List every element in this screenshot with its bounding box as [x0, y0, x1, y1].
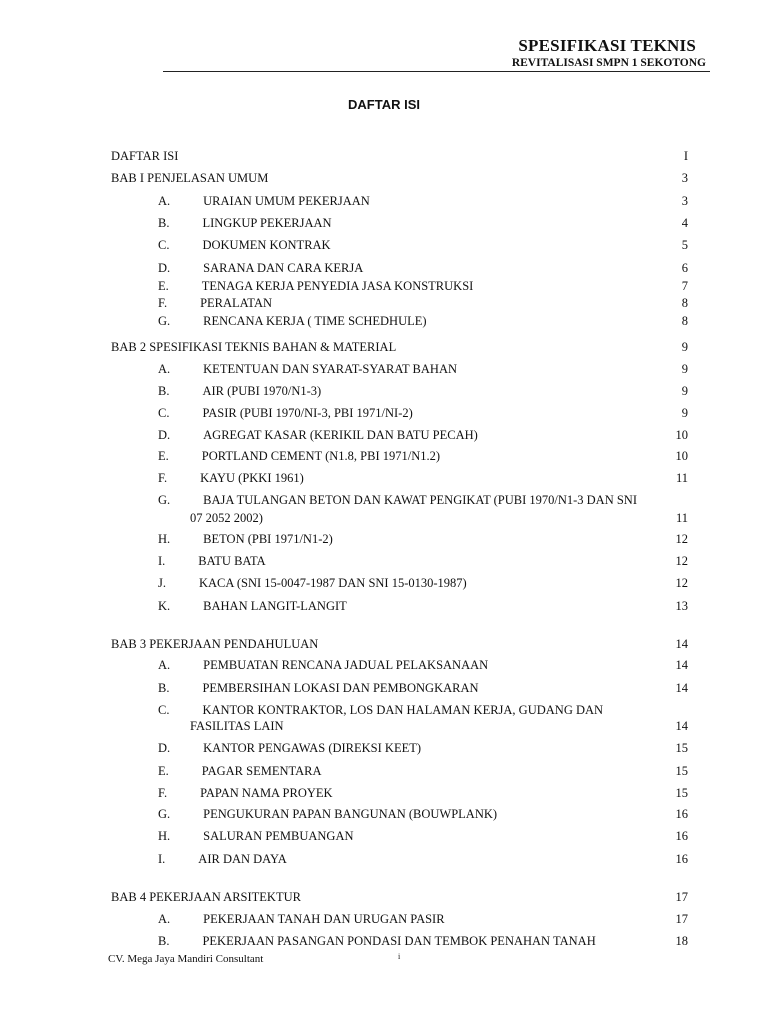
toc-entry-text: PEKERJAAN PASANGAN PONDASI DAN TEMBOK PENAHAN TANAH [202, 934, 596, 948]
toc-entry-label: H. [158, 829, 171, 843]
toc-entry[interactable] [158, 278, 688, 294]
toc-entry[interactable] [158, 448, 688, 464]
toc-entry-label: E. [158, 449, 169, 463]
toc-entry-page: 12 [675, 576, 688, 590]
toc-entry[interactable] [158, 193, 688, 209]
toc-entry-label: E. [158, 279, 169, 293]
toc-entry-text: AGREGAT KASAR (KERIKIL DAN BATU PECAH) [203, 428, 478, 442]
toc-entry-text: BAB 4 PEKERJAAN ARSITEKTUR [111, 890, 301, 904]
toc-entry-page: 14 [675, 681, 688, 695]
toc-entry[interactable] [158, 598, 688, 614]
toc-entry-text: PEMBUATAN RENCANA JADUAL PELAKSANAAN [203, 658, 489, 672]
toc-entry-page: 15 [675, 764, 688, 778]
toc-entry-text: PORTLAND CEMENT (N1.8, PBI 1971/N1.2) [201, 449, 441, 463]
toc-entry-page: 13 [675, 599, 688, 613]
toc-entry-page: 12 [675, 532, 688, 546]
toc-entry-label: G. [158, 807, 171, 821]
toc-entry-page: 9 [681, 362, 688, 376]
toc-entry[interactable] [158, 531, 688, 547]
toc-entry-page: 12 [675, 554, 688, 568]
toc-entry-text: PAPAN NAMA PROYEK [200, 786, 333, 800]
toc-entry-text: PASIR (PUBI 1970/NI-3, PBI 1971/NI-2) [202, 406, 413, 420]
toc-entry[interactable] [158, 740, 688, 756]
toc-entry-text: BETON (PBI 1971/N1-2) [203, 532, 333, 546]
toc-entry-page: 5 [681, 238, 688, 252]
toc-entry[interactable] [158, 313, 688, 329]
toc-entry-page: 10 [675, 449, 688, 463]
toc-entry-page: I [683, 149, 688, 163]
toc-entry-text: AIR DAN DAYA [198, 852, 287, 866]
toc-entry[interactable] [158, 237, 688, 253]
toc-entry-label: D. [158, 741, 171, 755]
toc-entry-page: 6 [681, 261, 688, 275]
toc-entry[interactable] [158, 718, 688, 734]
toc-entry-label: D. [158, 428, 171, 442]
toc-entry-page: 16 [675, 829, 688, 843]
toc-entry-label: C. [158, 703, 170, 717]
toc-entry[interactable] [158, 427, 688, 443]
toc-entry-label: A. [158, 658, 171, 672]
toc-entry-text: BAB 2 SPESIFIKASI TEKNIS BAHAN & MATERIAL [111, 340, 397, 354]
toc-entry-label: C. [158, 406, 170, 420]
toc-entry[interactable] [158, 851, 688, 867]
toc-entry[interactable] [158, 657, 688, 673]
toc-entry-page: 9 [681, 384, 688, 398]
toc-entry-page: 7 [681, 279, 688, 293]
toc-entry-page: 3 [681, 194, 688, 208]
toc-entry-label: E. [158, 764, 169, 778]
toc-entry-page: 11 [675, 511, 688, 525]
toc-entry[interactable] [158, 405, 688, 421]
toc-entry-page: 8 [681, 296, 688, 310]
toc-entry[interactable] [158, 470, 688, 486]
toc-entry-text: DOKUMEN KONTRAK [202, 238, 331, 252]
toc-entry[interactable] [158, 828, 688, 844]
toc-entry-text: LINGKUP PEKERJAAN [202, 216, 332, 230]
toc-entry-text: KETENTUAN DAN SYARAT-SYARAT BAHAN [203, 362, 457, 376]
toc-entry-text: DAFTAR ISI [111, 149, 179, 163]
toc-entry-page: 10 [675, 428, 688, 442]
toc-entry[interactable] [158, 553, 688, 569]
toc-entry[interactable] [111, 148, 688, 164]
toc-entry[interactable] [158, 575, 688, 591]
toc-entry-text: BAB I PENJELASAN UMUM [111, 171, 269, 185]
toc-entry[interactable] [111, 889, 688, 905]
toc-entry-label: C. [158, 238, 170, 252]
toc-entry-page: 14 [675, 658, 688, 672]
toc-entry-label: F. [158, 786, 168, 800]
toc-entry[interactable] [158, 933, 688, 949]
toc-entry-text: FASILITAS LAIN [190, 719, 284, 733]
toc-entry-text: BAJA TULANGAN BETON DAN KAWAT PENGIKAT (PUBI 1970/N1-3 DAN SNI [203, 493, 638, 507]
toc-entry-text: KACA (SNI 15-0047-1987 DAN SNI 15-0130-1987) [199, 576, 467, 590]
toc-entry-label: J. [158, 576, 166, 590]
footer-company: CV. Mega Jaya Mandiri Consultant [108, 953, 264, 965]
toc-entry-label: B. [158, 934, 170, 948]
toc-entry-text: PENGUKURAN PAPAN BANGUNAN (BOUWPLANK) [203, 807, 498, 821]
toc-entry-text: BAHAN LANGIT-LANGIT [203, 599, 347, 613]
toc-entry-text: KANTOR PENGAWAS (DIREKSI KEET) [203, 741, 422, 755]
toc-entry[interactable] [158, 215, 688, 231]
footer-page-number: i [398, 952, 401, 961]
toc-entry[interactable] [158, 785, 688, 801]
toc-entry-label: G. [158, 314, 171, 328]
header-title: SPESIFIKASI TEKNIS [518, 36, 696, 55]
toc-entry-label: A. [158, 362, 171, 376]
toc-entry[interactable] [111, 170, 688, 186]
toc-entry-text: KANTOR KONTRAKTOR, LOS DAN HALAMAN KERJA, GUDANG DAN [202, 703, 604, 717]
toc-entry[interactable] [158, 806, 688, 822]
toc-entry-text: PEKERJAAN TANAH DAN URUGAN PASIR [203, 912, 445, 926]
toc-entry-page: 8 [681, 314, 688, 328]
toc-entry-text: 07 2052 2002) [190, 511, 263, 525]
toc-entry[interactable] [158, 295, 688, 311]
toc-entry[interactable] [158, 383, 688, 399]
toc-entry-text: PAGAR SEMENTARA [201, 764, 322, 778]
toc-entry-text: AIR (PUBI 1970/N1-3) [202, 384, 322, 398]
toc-entry-text: BATU BATA [198, 554, 266, 568]
toc-entry[interactable] [158, 680, 688, 696]
toc-title: DAFTAR ISI [348, 97, 420, 112]
toc-entry-page: 11 [675, 471, 688, 485]
toc-entry[interactable] [111, 339, 688, 355]
toc-entry-page: 14 [675, 719, 688, 733]
toc-entry-page: 17 [675, 890, 688, 904]
toc-entry-text: TENAGA KERJA PENYEDIA JASA KONSTRUKSI [201, 279, 474, 293]
toc-entry-page: 3 [681, 171, 688, 185]
toc-entry-page: 18 [675, 934, 688, 948]
header-subtitle: REVITALISASI SMPN 1 SEKOTONG [511, 57, 706, 69]
toc-entry-label: D. [158, 261, 171, 275]
toc-entry-text: BAB 3 PEKERJAAN PENDAHULUAN [111, 637, 319, 651]
toc-entry[interactable] [158, 510, 688, 526]
toc-entry-page: 14 [675, 637, 688, 651]
toc-entry-page: 9 [681, 406, 688, 420]
toc-entry[interactable] [158, 492, 688, 508]
toc-entry-page: 4 [681, 216, 688, 230]
toc-entry-text: KAYU (PKKI 1961) [200, 471, 304, 485]
toc-entry-page: 16 [675, 807, 688, 821]
toc-entry-label: G. [158, 493, 171, 507]
toc-entry[interactable] [111, 636, 688, 652]
toc-entry-label: B. [158, 216, 170, 230]
toc-entry[interactable] [158, 911, 688, 927]
toc-entry-label: B. [158, 681, 170, 695]
toc-entry-text: SALURAN PEMBUANGAN [203, 829, 354, 843]
toc-entry-text: SARANA DAN CARA KERJA [203, 261, 364, 275]
toc-entry-page: 17 [675, 912, 688, 926]
toc-entry-label: H. [158, 532, 171, 546]
toc-entry-label: B. [158, 384, 170, 398]
toc-entry-label: A. [158, 912, 171, 926]
toc-entry-text: URAIAN UMUM PEKERJAAN [203, 194, 370, 208]
toc-entry-label: F. [158, 296, 168, 310]
toc-entry-label: I. [158, 852, 166, 866]
toc-entry-page: 16 [675, 852, 688, 866]
toc-entry[interactable] [158, 260, 688, 276]
toc-entry-text: PEMBERSIHAN LOKASI DAN PEMBONGKARAN [202, 681, 479, 695]
toc-entry-page: 15 [675, 786, 688, 800]
toc-entry[interactable] [158, 763, 688, 779]
toc-entry-label: F. [158, 471, 168, 485]
toc-entry-label: K. [158, 599, 171, 613]
toc-entry-page: 9 [681, 340, 688, 354]
toc-entry-text: RENCANA KERJA ( TIME SCHEDHULE) [203, 314, 427, 328]
toc-entry-text: PERALATAN [200, 296, 272, 310]
toc-entry-label: A. [158, 194, 171, 208]
toc-entry[interactable] [158, 702, 688, 718]
toc-entry-page: 15 [675, 741, 688, 755]
toc-entry[interactable] [158, 361, 688, 377]
toc-entry-label: I. [158, 554, 166, 568]
